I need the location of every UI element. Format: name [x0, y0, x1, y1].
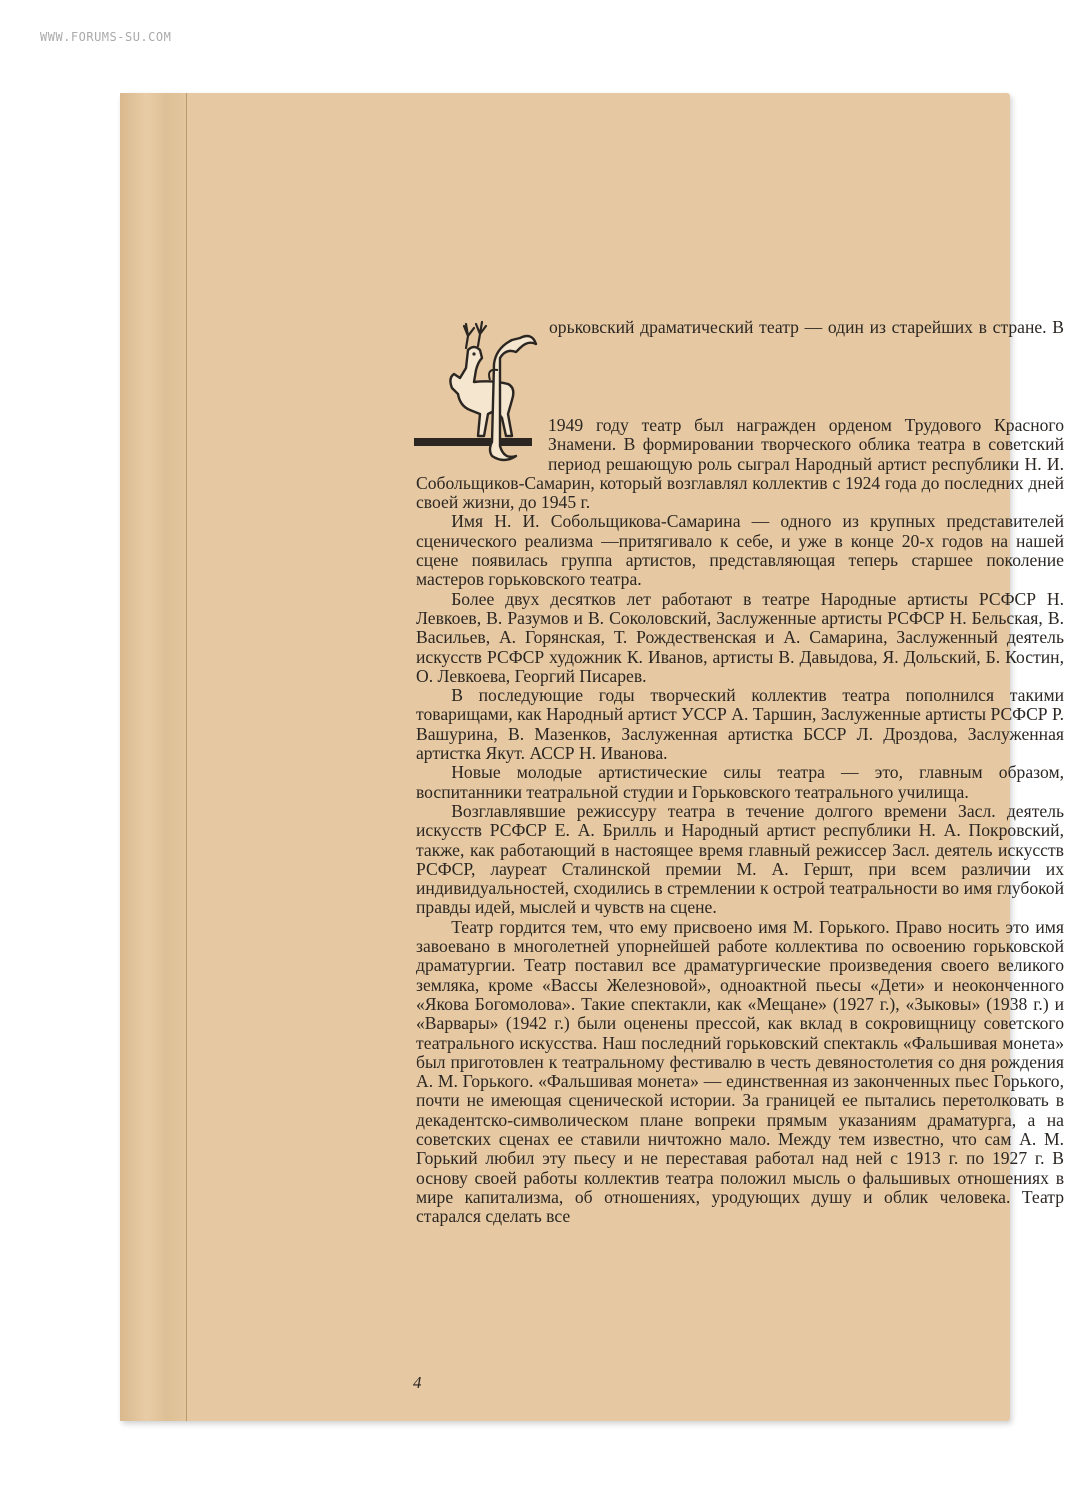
watermark: WWW.FORUMS-SU.COM	[40, 30, 172, 44]
document-page	[120, 93, 1064, 1421]
drop-cap	[408, 318, 540, 468]
paragraph-6: Возглавлявшие режиссуру театра в течение долгого времени Засл. деятель искусств РСФСР Е. А. Брилль и Народный артист республики Н. А. Покровский, также, как работающий в настоящее время главный режиссер Засл. деятель искусств РСФСР, лауреат Сталинской премии М. А. Гершт, при всем различии их индивидуальностей, сходились в стремлении к острой театральности во имя глубокой правды идей, мыслей и чувств на сцене.	[416, 800, 1064, 918]
page-spine	[120, 93, 187, 1421]
paragraph-1-text: орьковский драматический театр — один из старейших в стране. В 1949 году театр был награжден орденом Трудового Красного Знамени. В формировании творческого облика театра в советский период решающую роль сыграл Народный артист республики Н. И. Собольщиков-Самарин, который возглавлял коллектив с 1924 года до последних дней своей жизни, до 1945 г.	[416, 317, 1064, 513]
paragraph-2: Имя Н. И. Собольщикова-Самарина — одного из крупных представителей сценического реализма —притягивало к себе, и уже в конце 20-х годов на нашей сцене появилась группа артистов, представляющая теперь старшее поколение мастеров горьковского театра.	[416, 511, 1064, 590]
page-crease	[186, 93, 187, 1421]
paragraph-5: Новые молодые артистические силы театра — это, главным образом, воспитанники театральной студии и Горьковского театрального училища.	[416, 762, 1064, 802]
paragraph-3: Более двух десятков лет работают в театре Народные артисты РСФСР Н. Левкоев, В. Разумов и В. Соколовский, Заслуженные артисты РСФСР Н. Бельская, В. Васильев, А. Горянская, Т. Рождественская и А. Самарина, Заслуженный деятель искусств РСФСР художник К. Иванов, артисты В. Давыдова, Я. Дольский, Б. Костин, О. Левкоева, Георгий Писарев.	[416, 588, 1064, 686]
article-body	[416, 318, 1064, 1226]
deer-icon	[408, 318, 540, 468]
paragraph-7: Театр гордится тем, что ему присвоено имя М. Горького. Право носить это имя завоевано в многолетней упорнейшей работе коллектива по освоению горьковской драматургии. Театр поставил все драматургические произведения своего великого земляка, кроме «Вассы Железновой», одноактной пьесы «Дети» и неоконченного «Якова Богомолова». Такие спектакли, как «Мещане» (1927 г.), «Зыковы» (1938 г.) и «Варвары» (1942 г.) были оценены прессой, как вклад в сокровищницу советского театрального искусства. Наш последний горьковский спектакль «Фальшивая монета» был приготовлен к театральному фестивалю в честь девяностолетия со дня рождения А. М. Горького. «Фальшивая монета» — единственная из законченных пьес Горького, почти не имеющая сценической истории. За границей ее пытались перетолковать в декадентско-символическом плане вопреки прямым указаниям драматурга, а на советских сценах ее ставили ничтожно мало. Между тем известно, что сам А. М. Горький любил эту пьесу и не переставая работал над ней с 1913 г. по 1927 г. В основу своей работы коллектив театра положил мысль о фальшивых отношениях в мире капитализма, об отношениях, уродующих душу и облик человека. Театр старался сделать все	[416, 916, 1064, 1227]
paragraph-4: В последующие годы творческий коллектив театра пополнился такими товарищами, как Народный артист УССР А. Таршин, Заслуженные артисты РСФСР Р. Вашурина, В. Мазенков, Заслуженная артистка БССР Л. Дроздова, Заслуженная артистка Якут. АССР Н. Иванова.	[416, 685, 1064, 764]
page-number: 4	[413, 1373, 422, 1392]
